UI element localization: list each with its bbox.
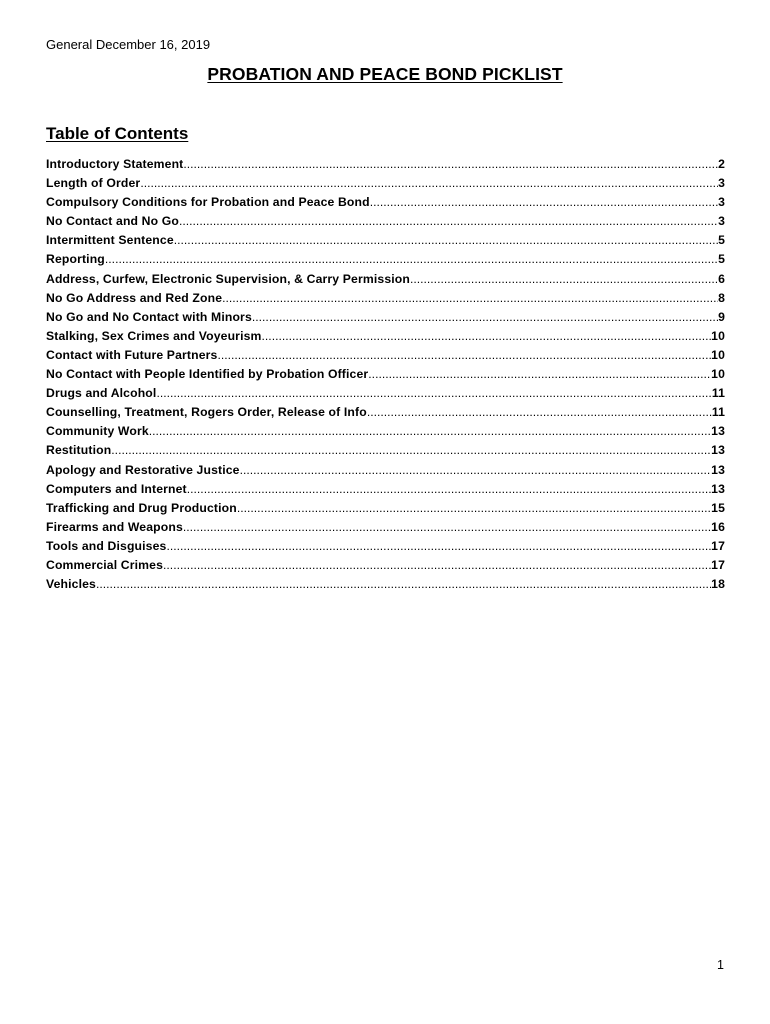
toc-entry-community-work[interactable] xyxy=(46,424,725,443)
toc-entry-label: No Go and No Contact with Minors xyxy=(46,309,252,324)
toc-entry-vehicles[interactable] xyxy=(46,577,725,596)
toc-entry-tools-disguises[interactable] xyxy=(46,539,725,558)
toc-entry-label: No Contact and No Go xyxy=(46,214,179,229)
toc-dot-leader xyxy=(367,405,712,419)
page-number: 1 xyxy=(717,958,724,972)
toc-entry-reporting[interactable] xyxy=(46,252,725,271)
toc-dot-leader xyxy=(183,157,718,171)
toc-entry-page: 5 xyxy=(718,233,725,248)
toc-entry-counselling[interactable] xyxy=(46,405,725,424)
toc-dot-leader xyxy=(187,482,711,496)
toc-entry-page: 10 xyxy=(711,367,725,382)
toc-dot-leader xyxy=(96,577,711,591)
toc-entry-page: 13 xyxy=(711,443,725,458)
toc-dot-leader xyxy=(370,195,718,209)
toc-dot-leader xyxy=(111,443,711,457)
toc-entry-page: 16 xyxy=(711,519,725,534)
toc-entry-trafficking[interactable] xyxy=(46,501,725,520)
toc-entry-intermittent-sentence[interactable] xyxy=(46,233,725,252)
toc-entry-label: Firearms and Weapons xyxy=(46,519,183,534)
toc-entry-apology[interactable] xyxy=(46,463,725,482)
toc-entry-page: 10 xyxy=(711,347,725,362)
document-title: PROBATION AND PEACE BOND PICKLIST xyxy=(207,64,563,84)
toc-entry-label: Length of Order xyxy=(46,176,141,191)
toc-entry-length-of-order[interactable] xyxy=(46,176,725,195)
toc-dot-leader xyxy=(410,272,718,286)
toc-entry-label: Intermittent Sentence xyxy=(46,233,174,248)
toc-dot-leader xyxy=(237,501,711,515)
toc-entry-page: 6 xyxy=(718,271,725,286)
toc-dot-leader xyxy=(149,424,711,438)
toc-heading: Table of Contents xyxy=(46,124,189,143)
toc-entry-label: Vehicles xyxy=(46,577,96,592)
toc-dot-leader xyxy=(240,463,712,477)
toc-entry-page: 13 xyxy=(711,462,725,477)
toc-entry-label: Contact with Future Partners xyxy=(46,347,218,362)
toc-entry-label: Tools and Disguises xyxy=(46,538,167,553)
toc-entry-computers-internet[interactable] xyxy=(46,482,725,501)
toc-entry-page: 11 xyxy=(711,386,725,401)
toc-entry-label: Drugs and Alcohol xyxy=(46,386,157,401)
toc-entry-label: Restitution xyxy=(46,443,112,458)
toc-entry-page: 11 xyxy=(711,405,725,420)
toc-dot-leader xyxy=(368,367,711,381)
toc-entry-drugs-alcohol[interactable] xyxy=(46,386,725,405)
toc-dot-leader xyxy=(179,214,718,228)
toc-entry-page: 3 xyxy=(718,195,725,210)
toc-entry-label: Computers and Internet xyxy=(46,481,187,496)
toc-entry-address-curfew[interactable] xyxy=(46,272,725,291)
toc-entry-page: 8 xyxy=(718,290,725,305)
toc-entry-page: 17 xyxy=(711,538,725,553)
toc-entry-label: Introductory Statement xyxy=(46,157,184,171)
toc-entry-page: 3 xyxy=(718,176,725,191)
toc-dot-leader xyxy=(156,386,711,400)
toc-dot-leader xyxy=(252,310,718,324)
toc-dot-leader xyxy=(262,329,712,343)
toc-dot-leader xyxy=(140,176,718,190)
toc-entry-label: Community Work xyxy=(46,424,149,439)
document-header-date: General December 16, 2019 xyxy=(46,37,211,52)
toc-entry-label: Trafficking and Drug Production xyxy=(46,500,237,515)
toc-entry-probation-officer-contacts[interactable] xyxy=(46,367,725,386)
toc-entry-page: 3 xyxy=(718,214,725,229)
toc-entry-page: 9 xyxy=(718,309,725,324)
toc-entry-page: 2 xyxy=(718,157,725,171)
toc-entry-page: 13 xyxy=(711,481,725,496)
toc-entry-page: 17 xyxy=(711,557,725,572)
toc-entry-page: 18 xyxy=(711,577,725,592)
toc-entry-label: Reporting xyxy=(46,252,105,267)
toc-entry-label: Counselling, Treatment, Rogers Order, Release of Info xyxy=(46,405,367,420)
toc-entry-label: No Go Address and Red Zone xyxy=(46,290,223,305)
toc-dot-leader xyxy=(174,233,718,247)
toc-dot-leader xyxy=(222,291,718,305)
toc-entry-label: Commercial Crimes xyxy=(46,557,164,572)
toc-entry-introductory-statement[interactable] xyxy=(46,157,725,176)
toc-entry-page: 15 xyxy=(711,500,725,515)
toc-dot-leader xyxy=(163,558,711,572)
toc-entry-page: 10 xyxy=(711,328,725,343)
toc-entry-compulsory-conditions[interactable] xyxy=(46,195,725,214)
toc-entry-label: Apology and Restorative Justice xyxy=(46,462,240,477)
toc-dot-leader xyxy=(183,520,711,534)
toc-dot-leader xyxy=(105,252,718,266)
table-of-contents xyxy=(46,157,725,596)
toc-entry-label: Address, Curfew, Electronic Supervision, & Carry Permission xyxy=(46,271,410,286)
toc-entry-label: Stalking, Sex Crimes and Voyeurism xyxy=(46,328,262,343)
toc-entry-page: 5 xyxy=(718,252,725,267)
toc-entry-commercial-crimes[interactable] xyxy=(46,558,725,577)
toc-entry-label: Compulsory Conditions for Probation and Peace Bond xyxy=(46,195,370,210)
toc-entry-no-go-address-red-zone[interactable] xyxy=(46,291,725,310)
toc-entry-page: 13 xyxy=(711,424,725,439)
toc-entry-label: No Contact with People Identified by Probation Officer xyxy=(46,367,369,382)
toc-entry-future-partners[interactable] xyxy=(46,348,725,367)
toc-dot-leader xyxy=(217,348,711,362)
toc-entry-no-contact-no-go[interactable] xyxy=(46,214,725,233)
toc-dot-leader xyxy=(166,539,711,553)
toc-entry-no-go-minors[interactable] xyxy=(46,310,725,329)
toc-entry-stalking[interactable] xyxy=(46,329,725,348)
toc-entry-restitution[interactable] xyxy=(46,443,725,462)
toc-entry-firearms[interactable] xyxy=(46,520,725,539)
